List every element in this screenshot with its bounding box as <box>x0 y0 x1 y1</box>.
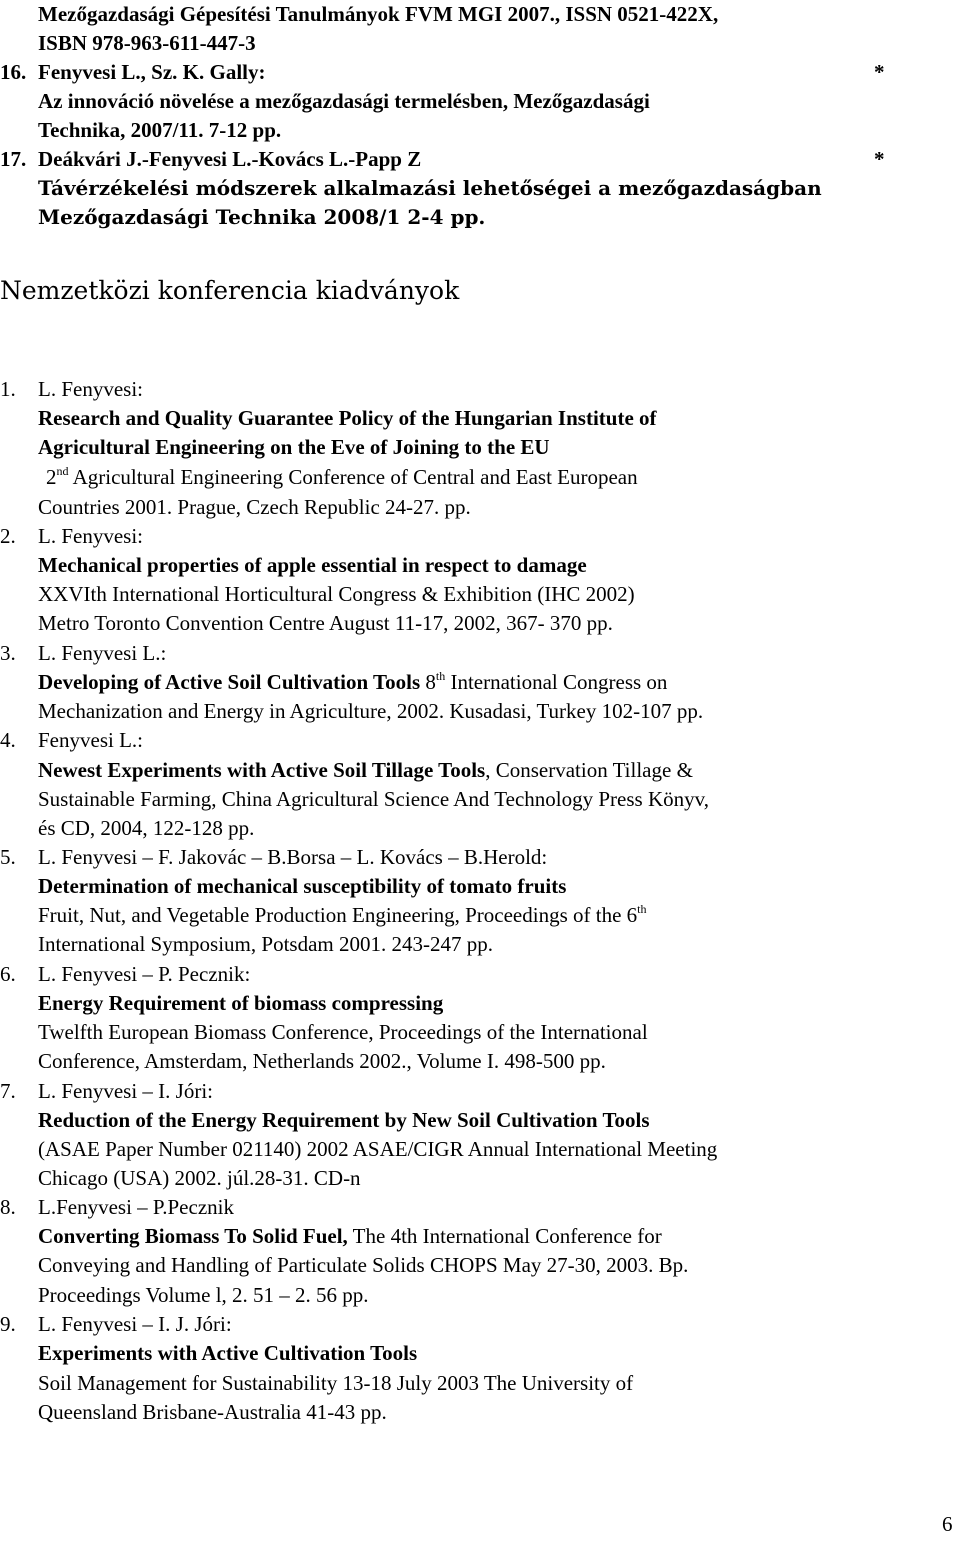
item-7-authors: L. Fenyvesi – I. Jóri: <box>38 1079 213 1103</box>
item-8-source-line-2: Conveying and Handling of Particulate Solids CHOPS May 27-30, 2003. Bp. <box>38 1253 689 1277</box>
item-5-source-line-1: Fruit, Nut, and Vegetable Production Engineering, Proceedings of the 6th <box>38 902 647 927</box>
item-6-number: 6. <box>0 962 16 986</box>
ref-16-star: * <box>874 60 885 84</box>
ref-17-star: * <box>874 147 885 171</box>
item-7-number: 7. <box>0 1079 16 1103</box>
item-1-title-line-2: Agricultural Engineering on the Eve of Joining to the EU <box>38 435 550 459</box>
item-4-source-line-2: Sustainable Farming, China Agricultural Science And Technology Press Könyv, <box>38 787 710 811</box>
item-2-source-line-1: XXVIth International Horticultural Congress & Exhibition (IHC 2002) <box>38 582 635 606</box>
item-4-title-line-1: Newest Experiments with Active Soil Tillage Tools, Conservation Tillage & <box>38 758 693 782</box>
item-5-title-line-1: Determination of mechanical susceptibility of tomato fruits <box>38 874 567 898</box>
ref-line-2: ISBN 978-963-611-447-3 <box>38 31 256 55</box>
item-2-number: 2. <box>0 524 16 548</box>
item-8-authors: L.Fenyvesi – P.Pecznik <box>38 1195 234 1219</box>
item-3-source-line-2: Mechanization and Energy in Agriculture, 2002. Kusadasi, Turkey 102-107 pp. <box>38 699 704 723</box>
ref-16-title: Az innováció növelése a mezőgazdasági termelésben, Mezőgazdasági <box>38 89 650 113</box>
item-2-title-line-1: Mechanical properties of apple essential in respect to damage <box>38 553 587 577</box>
item-3-title-line-1: Developing of Active Soil Cultivation Tools 8th International Congress on <box>38 669 668 694</box>
item-5-authors: L. Fenyvesi – F. Jakovác – B.Borsa – L. Kovács – B.Herold: <box>38 845 548 869</box>
item-2-source-line-2: Metro Toronto Convention Centre August 11-17, 2002, 367- 370 pp. <box>38 611 613 635</box>
item-2-authors: L. Fenyvesi: <box>38 524 143 548</box>
ref-line-1: Mezőgazdasági Gépesítési Tanulmányok FVM MGI 2007., ISSN 0521-422X, <box>38 2 719 26</box>
item-4-authors: Fenyvesi L.: <box>38 728 143 752</box>
ref-17-authors: Deákvári J.-Fenyvesi L.-Kovács L.-Papp Z <box>38 147 422 171</box>
section-heading: Nemzetközi konferencia kiadványok <box>0 276 460 305</box>
item-5-source-line-2: International Symposium, Potsdam 2001. 243-247 pp. <box>38 932 493 956</box>
item-3-superscript: th <box>435 669 446 683</box>
item-8-number: 8. <box>0 1195 16 1219</box>
item-1-source-line-1: 2nd Agricultural Engineering Conference of Central and East European <box>46 464 638 489</box>
ref-16-authors: Fenyvesi L., Sz. K. Gally: <box>38 60 266 84</box>
item-1-authors: L. Fenyvesi: <box>38 377 143 401</box>
item-5-number: 5. <box>0 845 16 869</box>
item-9-title-line-1: Experiments with Active Cultivation Tools <box>38 1341 418 1365</box>
item-1-superscript: nd <box>56 464 69 478</box>
item-6-source-line-2: Conference, Amsterdam, Netherlands 2002., Volume I. 498-500 pp. <box>38 1049 606 1073</box>
item-8-source-line-3: Proceedings Volume l, 2. 51 – 2. 56 pp. <box>38 1283 369 1307</box>
ref-16-source: Technika, 2007/11. 7-12 pp. <box>38 118 282 142</box>
ref-16-number: 16. <box>0 60 27 84</box>
item-4-number: 4. <box>0 728 16 752</box>
item-3-authors: L. Fenyvesi L.: <box>38 641 167 665</box>
ref-17-number: 17. <box>0 147 27 171</box>
item-1-source-line-2: Countries 2001. Prague, Czech Republic 24-27. pp. <box>38 495 471 519</box>
item-7-title-line-1: Reduction of the Energy Requirement by New Soil Cultivation Tools <box>38 1108 650 1132</box>
page-number: 6 <box>942 1512 953 1536</box>
item-9-authors: L. Fenyvesi – I. J. Jóri: <box>38 1312 232 1336</box>
item-9-source-line-2: Queensland Brisbane-Australia 41-43 pp. <box>38 1400 387 1424</box>
item-6-authors: L. Fenyvesi – P. Pecznik: <box>38 962 251 986</box>
item-6-source-line-1: Twelfth European Biomass Conference, Proceedings of the International <box>38 1020 648 1044</box>
item-1-number: 1. <box>0 377 16 401</box>
item-7-source-line-2: Chicago (USA) 2002. júl.28-31. CD-n <box>38 1166 361 1190</box>
item-6-title-line-1: Energy Requirement of biomass compressing <box>38 991 444 1015</box>
ref-17-source: Mezőgazdasági Technika 2008/1 2-4 pp. <box>38 205 486 229</box>
item-9-number: 9. <box>0 1312 16 1336</box>
item-9-source-line-1: Soil Management for Sustainability 13-18 July 2003 The University of <box>38 1371 634 1395</box>
item-7-source-line-1: (ASAE Paper Number 021140) 2002 ASAE/CIGR Annual International Meeting <box>38 1137 718 1161</box>
item-1-title-line-1: Research and Quality Guarantee Policy of the Hungarian Institute of <box>38 406 657 430</box>
item-8-title-line-1: Converting Biomass To Solid Fuel, The 4th International Conference for <box>38 1224 662 1248</box>
item-5-superscript: th <box>637 902 647 916</box>
item-3-number: 3. <box>0 641 16 665</box>
item-4-source-line-3: és CD, 2004, 122-128 pp. <box>38 816 255 840</box>
ref-17-title: Távérzékelési módszerek alkalmazási lehetőségei a mezőgazdaságban <box>38 176 822 200</box>
